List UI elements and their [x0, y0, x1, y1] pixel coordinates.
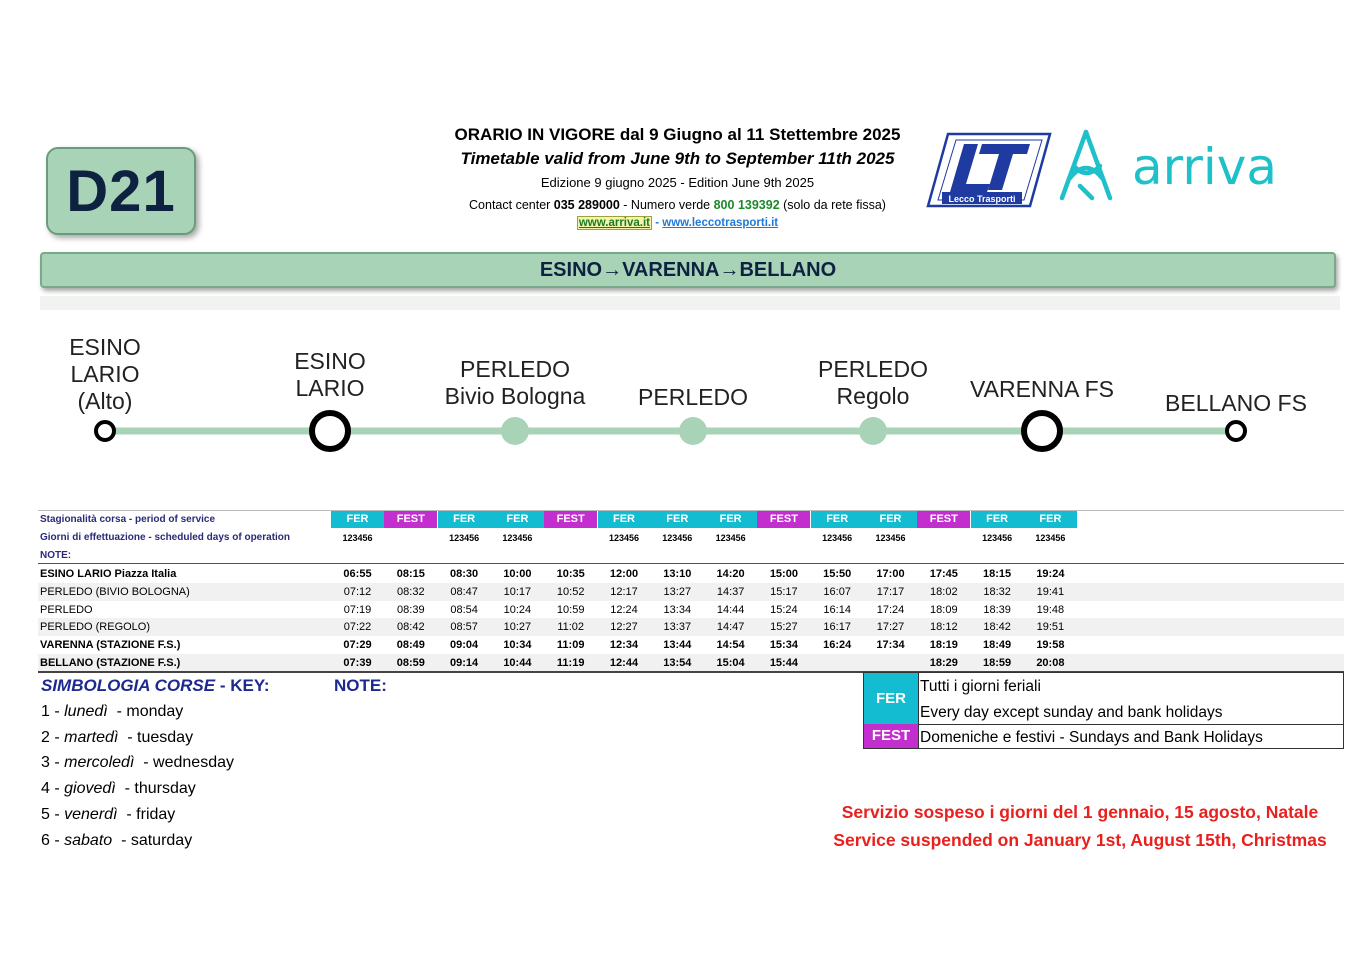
legend-box — [863, 672, 1344, 749]
key-day-it: venerdì — [64, 805, 118, 823]
table-row — [38, 601, 1344, 619]
time-cell: 15:00 — [769, 568, 798, 580]
legend-fer-badge: FER — [864, 673, 918, 724]
time-cell: 08:39 — [397, 603, 425, 616]
time-cell: 17:24 — [876, 603, 905, 616]
key-num: 5 - — [41, 805, 65, 823]
days-cell: 123456 — [982, 533, 1013, 543]
lecco-logo-text: Lecco Trasporti — [948, 194, 1016, 204]
key-title-en: - KEY: — [215, 676, 270, 695]
time-cell: 12:44 — [609, 657, 639, 669]
service-type-cell: FER — [438, 511, 491, 528]
arriva-logo-text: arriva — [1132, 138, 1277, 196]
green-suffix: (solo da rete fissa) — [783, 198, 886, 212]
time-cell: 15:17 — [770, 585, 798, 598]
time-cell: 11:09 — [556, 639, 585, 652]
time-cell: 07:12 — [343, 585, 372, 598]
key-item — [41, 805, 175, 825]
time-cell: 14:54 — [716, 639, 745, 652]
time-cell: 10:35 — [556, 568, 585, 580]
time-cell: 16:24 — [823, 639, 852, 652]
stop-label-esino-lario: ESINO LARIO — [294, 348, 366, 401]
direction-bar: ESINO→VARENNA→BELLANO — [40, 252, 1336, 288]
days-cell: 123456 — [662, 533, 693, 543]
note-label: NOTE: — [40, 550, 72, 561]
stop-marker-bellano — [1227, 422, 1245, 440]
service-type-cell: FEST — [384, 511, 437, 528]
time-cell: 08:32 — [397, 585, 425, 598]
time-cell: 08:47 — [450, 585, 478, 598]
legend-fest-text: Domeniche e festivi - Sundays and Bank Holidays — [920, 729, 1263, 746]
time-cell: 18:32 — [983, 585, 1011, 598]
contact-prefix: Contact center — [469, 198, 554, 212]
time-cell: 15:27 — [770, 621, 798, 634]
time-cell: 15:24 — [770, 603, 798, 616]
service-type-cell: FER — [971, 511, 1024, 528]
time-cell: 08:54 — [450, 603, 478, 616]
row-stop-name: ESINO LARIO Piazza Italia — [40, 568, 177, 580]
key-item — [41, 728, 193, 748]
stop-marker-perledo — [679, 417, 707, 445]
key-item — [41, 831, 192, 851]
green-prefix: - Numero verde — [619, 198, 714, 212]
key-title-it: SIMBOLOGIA CORSE — [41, 676, 216, 695]
time-cell: 18:39 — [983, 603, 1011, 616]
time-cell: 18:42 — [983, 621, 1011, 634]
season-label: Stagionalità corsa - period of service — [40, 514, 216, 525]
legend-fer-en: Every day except sunday and bank holidays — [920, 704, 1223, 721]
key-item — [41, 753, 234, 773]
key-day-en: - tuesday — [118, 728, 194, 746]
time-cell: 17:00 — [876, 568, 905, 580]
time-cell: 18:19 — [929, 639, 958, 652]
days-label: Giorni di effettuazione - scheduled days of operation — [40, 532, 291, 543]
time-cell: 18:15 — [983, 568, 1012, 580]
service-type-cell: FEST — [544, 511, 597, 528]
time-cell: 13:54 — [663, 657, 692, 669]
time-cell: 14:37 — [716, 585, 745, 598]
validity-en: Timetable valid from June 9th to September 11th 2025 — [460, 149, 895, 168]
time-cell: 08:57 — [450, 621, 478, 634]
time-cell: 10:17 — [503, 585, 532, 598]
time-cell: 08:42 — [397, 621, 425, 634]
validity-it: ORARIO IN VIGORE dal 9 Giugno al 11 Stettembre 2025 — [454, 125, 901, 144]
time-cell: 10:52 — [556, 585, 585, 598]
days-cell: 123456 — [342, 533, 373, 543]
service-type-cell: FEST — [917, 511, 970, 528]
row-stop-name: VARENNA (STAZIONE F.S.) — [40, 639, 181, 652]
days-cell: 123456 — [608, 533, 640, 543]
row-stop-name: PERLEDO (BIVIO BOLOGNA) — [40, 585, 190, 598]
time-cell: 17:45 — [929, 568, 958, 580]
service-type-cell: FER — [1024, 511, 1077, 528]
service-type-cell: FER — [491, 511, 544, 528]
time-cell: 10:00 — [503, 568, 532, 580]
service-type-cell: FER — [331, 511, 384, 528]
link-separator: - — [652, 217, 663, 229]
time-cell: 06:55 — [343, 568, 372, 580]
days-cell: 123456 — [449, 533, 480, 543]
stop-marker-perledo-bivio — [501, 417, 529, 445]
stop-label-esino-alto: ESINO LARIO (Alto) — [69, 334, 141, 414]
days-cell: 123456 — [822, 533, 853, 543]
key-day-en: - friday — [117, 805, 176, 823]
time-cell: 20:08 — [1036, 657, 1065, 669]
time-cell: 10:27 — [503, 621, 532, 634]
key-day-it: mercoledì — [64, 754, 135, 772]
time-cell: 15:34 — [769, 639, 798, 652]
time-cell: 18:49 — [983, 639, 1012, 652]
table-row — [38, 583, 1344, 601]
time-cell: 19:48 — [1036, 603, 1065, 616]
time-cell: 12:17 — [610, 585, 638, 598]
time-cell: 12:24 — [610, 603, 638, 616]
time-cell: 09:14 — [450, 657, 479, 669]
time-cell: 07:19 — [343, 603, 372, 616]
time-cell: 08:15 — [396, 568, 425, 580]
time-cell: 16:17 — [823, 621, 851, 634]
stop-label-perledo-regolo: PERLEDO Regolo — [818, 356, 928, 409]
key-day-en: - wednesday — [134, 754, 234, 772]
service-type-cell: FER — [704, 511, 757, 528]
time-cell: 15:44 — [769, 657, 798, 669]
time-cell: 15:50 — [823, 568, 852, 580]
time-cell: 09:04 — [450, 639, 479, 652]
table-row — [38, 618, 1344, 636]
key-day-it: martedì — [64, 728, 119, 746]
time-cell: 12:00 — [609, 568, 639, 580]
time-cell: 19:58 — [1036, 639, 1065, 652]
time-cell: 16:14 — [823, 603, 851, 616]
time-cell: 18:09 — [930, 603, 958, 616]
key-day-it: giovedì — [64, 780, 116, 798]
time-cell: 08:49 — [396, 639, 425, 652]
key-day-en: - saturday — [112, 831, 193, 849]
time-cell: 10:34 — [503, 639, 532, 652]
time-cell: 18:02 — [930, 585, 958, 598]
time-cell: 17:17 — [876, 585, 905, 598]
days-cell: 123456 — [1035, 533, 1066, 543]
time-cell: 19:51 — [1036, 621, 1065, 634]
route-code: D21 — [66, 158, 176, 224]
green-number: 800 139392 — [713, 198, 780, 212]
key-day-it: sabato — [64, 831, 113, 849]
service-type-cell: FER — [651, 511, 704, 528]
notice-it: Servizio sospeso i giorni del 1 gennaio, 15 agosto, Natale — [841, 802, 1319, 822]
table-row — [38, 654, 1344, 672]
key-day-en: - monday — [107, 703, 184, 720]
notice-en: Service suspended on January 1st, August 15th, Christmas — [833, 830, 1327, 850]
time-cell: 17:27 — [876, 621, 905, 634]
legend-fest-badge: FEST — [864, 724, 918, 748]
row-stop-name: PERLEDO — [40, 603, 93, 616]
time-cell: 19:24 — [1036, 568, 1065, 580]
link-lecco[interactable]: www.leccotrasporti.it — [662, 217, 779, 229]
service-type-cell: FER — [864, 511, 917, 528]
key-num: 1 - — [41, 703, 65, 720]
stop-marker-perledo-regolo — [859, 417, 887, 445]
stop-label-perledo: PERLEDO — [638, 384, 748, 410]
time-cell: 19:41 — [1036, 585, 1065, 598]
stop-label-varenna: VARENNA FS — [970, 376, 1114, 402]
days-row — [38, 529, 1344, 547]
time-cell: 14:47 — [716, 621, 745, 634]
row-stop-name: PERLEDO (REGOLO) — [40, 621, 151, 634]
days-cell: 123456 — [715, 533, 746, 543]
time-cell: 17:34 — [876, 639, 905, 652]
time-cell: 07:22 — [343, 621, 372, 634]
key-num: 4 - — [41, 780, 65, 798]
time-cell: 07:29 — [343, 639, 372, 652]
time-cell: 14:44 — [716, 603, 745, 616]
time-cell: 07:39 — [343, 657, 372, 669]
time-cell: 11:19 — [556, 657, 585, 669]
edition: Edizione 9 giugno 2025 - Edition June 9th 2025 — [540, 175, 815, 190]
time-cell: 10:44 — [503, 657, 532, 669]
table-row — [38, 565, 1344, 583]
key-item — [41, 702, 183, 722]
stop-label-bellano: BELLANO FS — [1165, 390, 1307, 416]
legend-fer-it: Tutti i giorni feriali — [920, 678, 1041, 695]
time-cell: 13:44 — [663, 639, 692, 652]
key-num: 3 - — [41, 754, 65, 772]
time-cell: 13:34 — [663, 603, 692, 616]
season-row — [38, 511, 1344, 529]
time-cell: 11:02 — [557, 621, 585, 634]
stop-marker-esino-lario — [312, 413, 348, 449]
time-cell: 13:37 — [663, 621, 692, 634]
time-cell: 12:27 — [610, 621, 638, 634]
time-cell: 18:29 — [929, 657, 958, 669]
link-arriva[interactable]: www.arriva.it — [578, 217, 651, 229]
time-cell: 15:04 — [716, 657, 745, 669]
time-cell: 18:12 — [930, 621, 958, 634]
row-stop-name: BELLANO (STAZIONE F.S.) — [40, 657, 181, 669]
service-type-cell: FEST — [757, 511, 810, 528]
time-cell: 08:59 — [396, 657, 425, 669]
stop-marker-esino-alto — [96, 422, 114, 440]
time-cell: 12:34 — [609, 639, 639, 652]
key-day-it: lunedì — [64, 703, 108, 720]
contact-number: 035 289000 — [553, 198, 620, 212]
stop-marker-varenna — [1024, 413, 1060, 449]
table-separator — [38, 563, 1344, 564]
days-cell: 123456 — [875, 533, 906, 543]
days-cell: 123456 — [502, 533, 533, 543]
time-cell: 18:59 — [983, 657, 1012, 669]
table-row — [38, 636, 1344, 654]
time-cell: 08:30 — [450, 568, 479, 580]
stop-label-perledo-bivio: PERLEDO Bivio Bologna — [444, 356, 586, 409]
time-cell: 10:59 — [556, 603, 585, 616]
key-title — [41, 676, 270, 696]
time-cell: 10:24 — [503, 603, 532, 616]
time-cell: 16:07 — [823, 585, 851, 598]
time-cell: 13:27 — [663, 585, 692, 598]
time-cell: 14:20 — [716, 568, 745, 580]
key-num: 2 - — [41, 728, 65, 746]
key-num: 6 - — [41, 831, 65, 849]
service-type-cell: FER — [811, 511, 864, 528]
key-item — [41, 779, 196, 799]
time-cell: 13:10 — [663, 568, 692, 580]
note-title: NOTE: — [334, 676, 387, 695]
key-day-en: - thursday — [115, 780, 196, 798]
service-type-cell: FER — [598, 511, 651, 528]
